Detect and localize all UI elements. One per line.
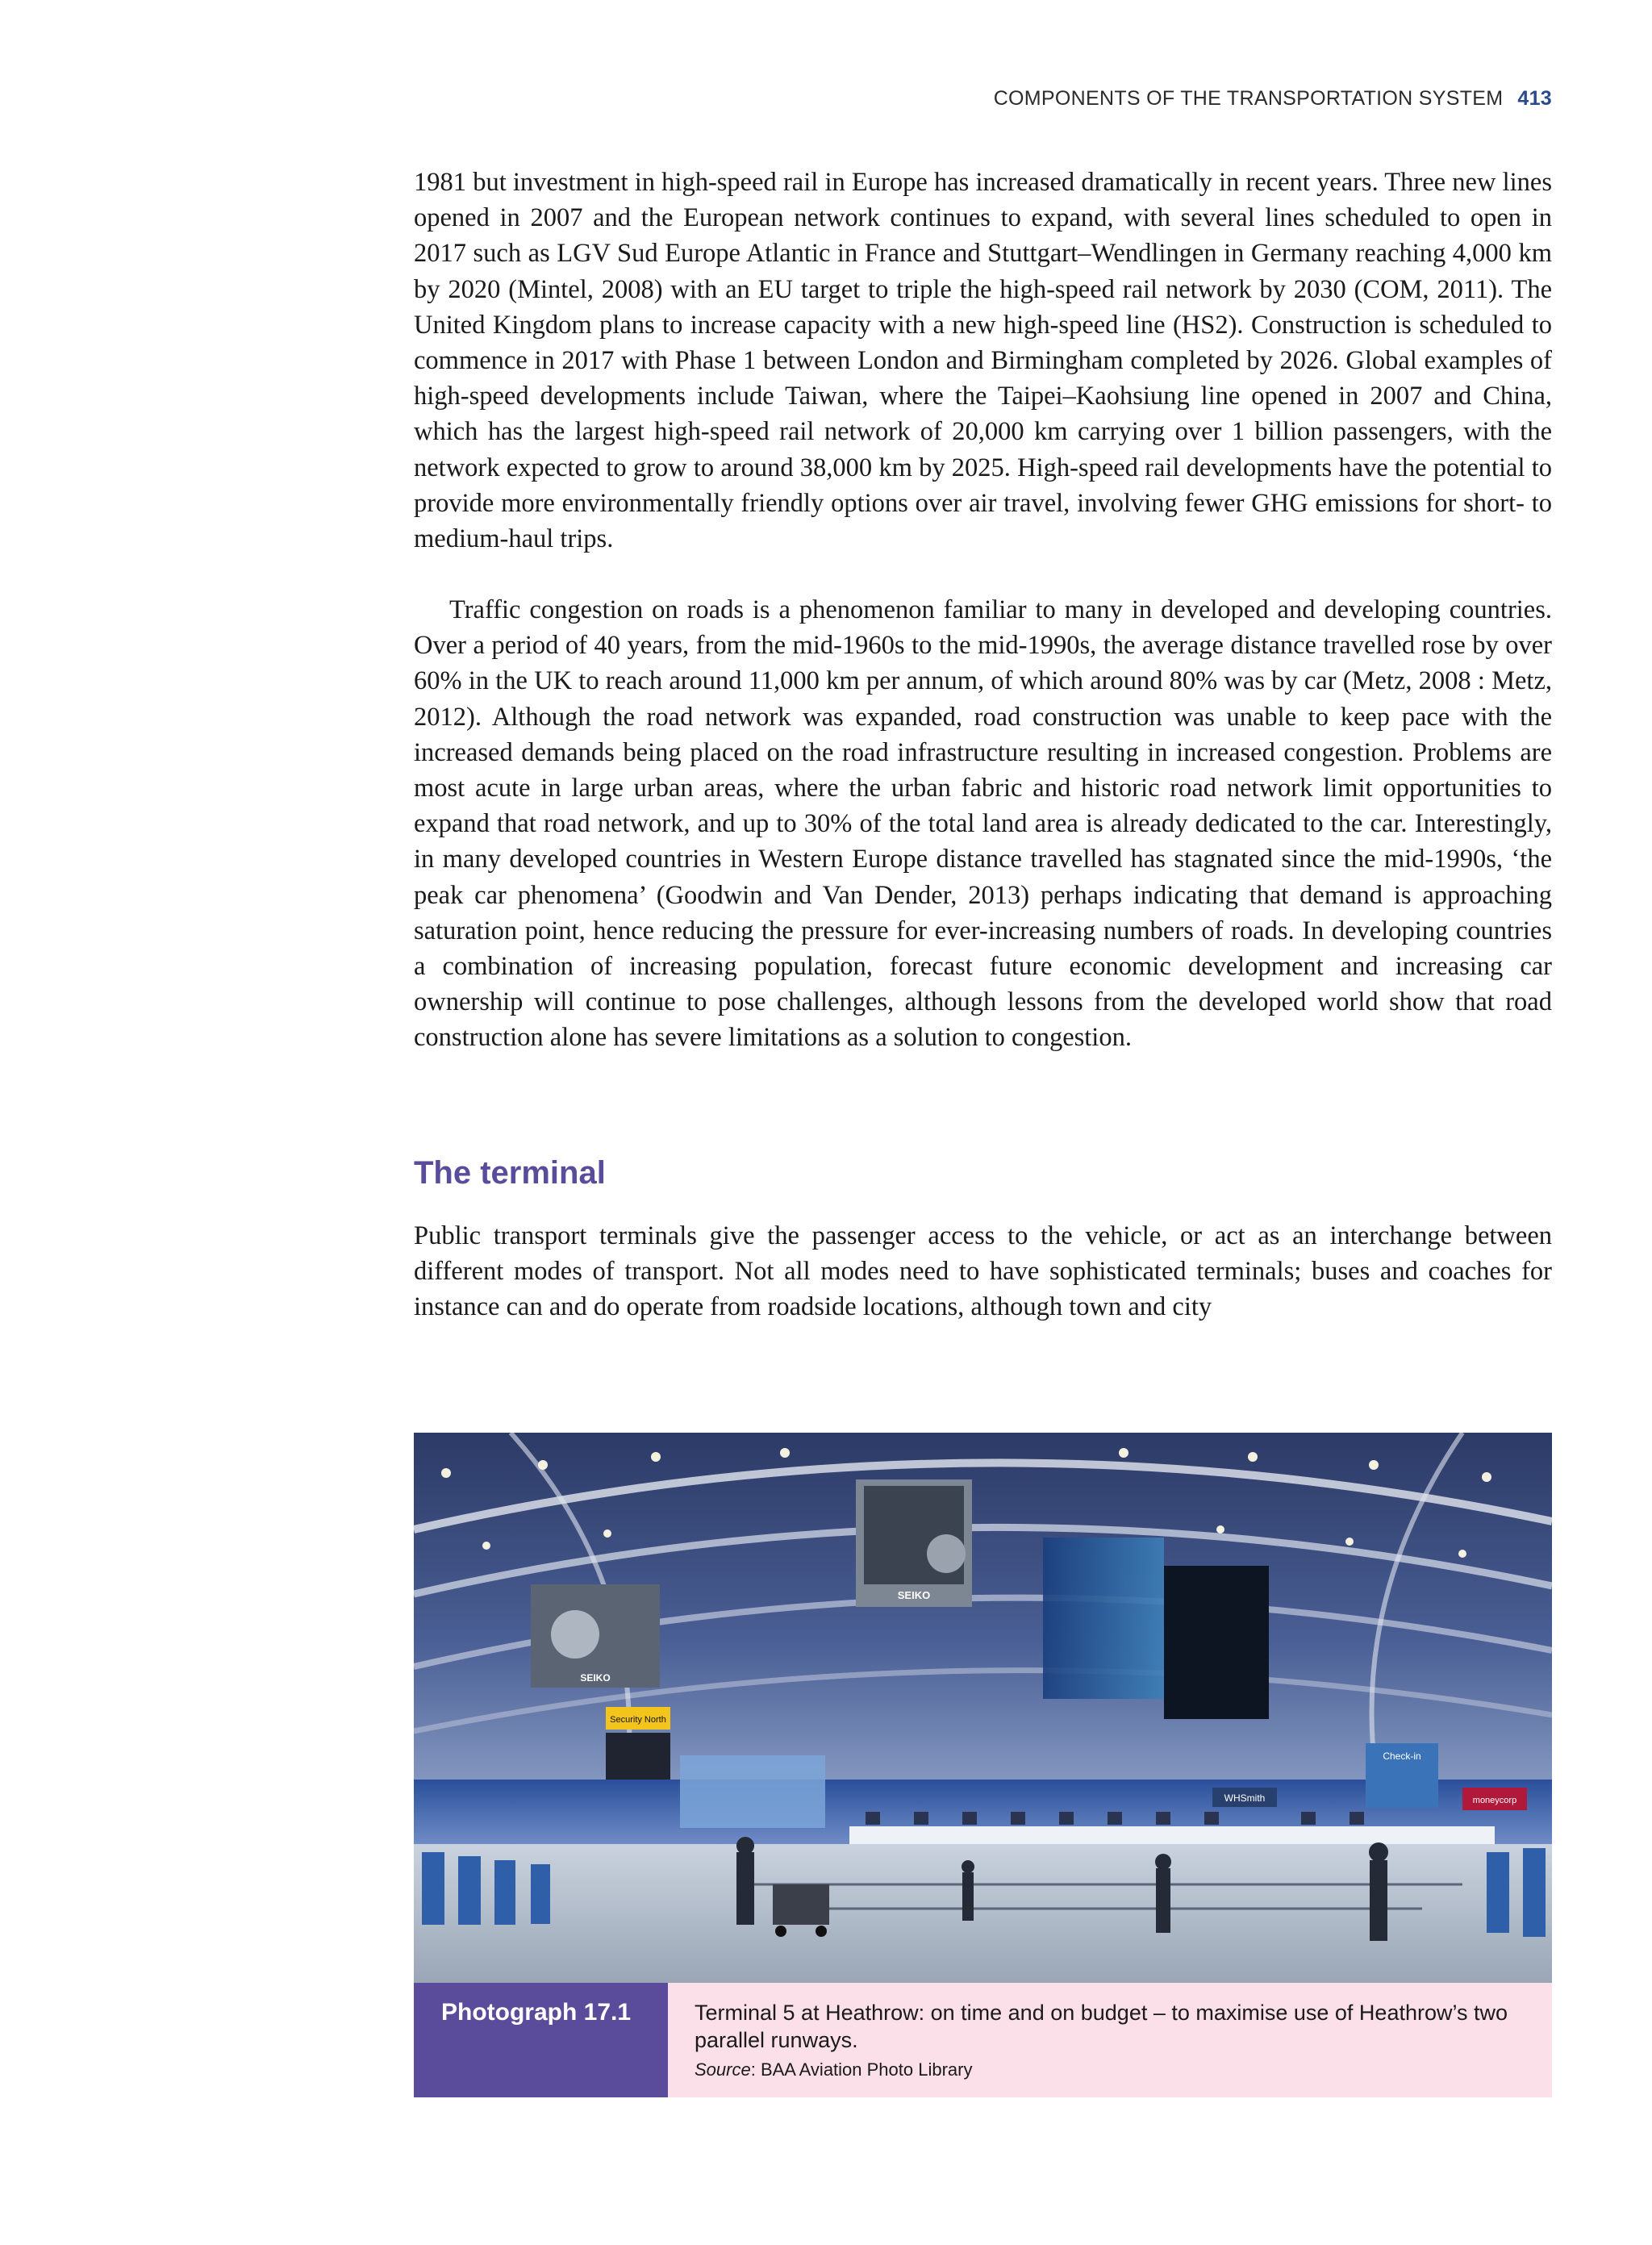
page-number: 413 xyxy=(1517,87,1552,110)
terminal-photo-illustration xyxy=(414,1433,1552,1983)
running-head xyxy=(994,87,1552,111)
caption-source-text: : BAA Aviation Photo Library xyxy=(750,2059,973,2080)
sign-seiko-right: SEIKO xyxy=(897,1589,931,1601)
sign-security: Security North xyxy=(610,1715,666,1725)
caption-source xyxy=(695,2059,972,2080)
running-title: COMPONENTS OF THE TRANSPORTATION SYSTEM xyxy=(993,87,1504,110)
paragraph-terminal: Public transport terminals give the passenger access to the vehicle, or act as an interchange between different modes of transport. Not all modes need to have sophisticated terminals; buses and coaches for instance can and do operate from roadside locations, although town and city xyxy=(414,1221,1552,1322)
sign-whsmith: WHSmith xyxy=(1224,1792,1266,1804)
caption-source-label: Source xyxy=(695,2059,751,2080)
terminal-photograph xyxy=(414,1433,1552,1983)
photo-caption xyxy=(414,1983,1552,2097)
sign-checkin: Check-in xyxy=(1383,1751,1421,1762)
sign-money: moneycorp xyxy=(1472,1796,1517,1805)
section-heading: The terminal xyxy=(414,1155,606,1191)
paragraph-traffic-congestion: Traffic congestion on roads is a phenomenon familiar to many in developed and developing countries. Over a period of 40 years, from the mid-1960s to the mid-1990s, the average distance travelled rose by over 60% in the UK to reach around 11,000 km per annum, of which around 80% was by car (Metz, 2008 : Metz, 2012). Although the road network was expanded, road construction was unable to keep pace with the increased demands being placed on the road infrastructure resulting in increased congestion. Problems are most acute in large urban areas, where the urban fabric and historic road network limit opportunities to expand that road network, and up to 30% of the total land area is already dedicated to the car. Interestingly, in many developed countries in Western Europe distance travelled has stagnated since the mid-1990s, ‘the peak car phenomena’ (Goodwin and Van Dender, 2013) perhaps indicating that demand is approaching saturation point, hence reducing the pressure for ever-increasing numbers of roads. In developing countries a combination of increasing population, forecast future economic development and increasing car ownership will continue to pose challenges, although lessons from the developed world show that road construction alone has severe limitations as a solution to congestion. xyxy=(414,595,1552,1053)
paragraph-high-speed-rail: 1981 but investment in high-speed rail in Europe has increased dramatically in recent years. Three new lines opened in 2007 and the European network continues to expand, with several lines scheduled to open in 2017 such as LGV Sud Europe Atlantic in France and Stuttgart–Wendlingen in Germany reaching 4,000 km by 2020 (Mintel, 2008) with an EU target to triple the high-speed rail network by 2030 (COM, 2011). The United Kingdom plans to increase capacity with a new high-speed line (HS2). Construction is scheduled to commence in 2017 with Phase 1 between London and Birmingham completed by 2026. Global examples of high-speed developments include Taiwan, where the Taipei–Kaohsiung line opened in 2007 and China, which has the largest high-speed rail network of 20,000 km carrying over 1 billion passengers, with the network expected to grow to around 38,000 km by 2025. High-speed rail developments have the potential to provide more environmentally friendly options over air travel, involving fewer GHG emissions for short- to medium-haul trips. xyxy=(414,168,1552,554)
caption-label: Photograph 17.1 xyxy=(414,1983,668,2097)
caption-text: Terminal 5 at Heathrow: on time and on budget – to maximise use of Heathrow’s two parallel runways. xyxy=(695,2001,1508,2052)
sign-seiko-left: SEIKO xyxy=(580,1672,611,1684)
